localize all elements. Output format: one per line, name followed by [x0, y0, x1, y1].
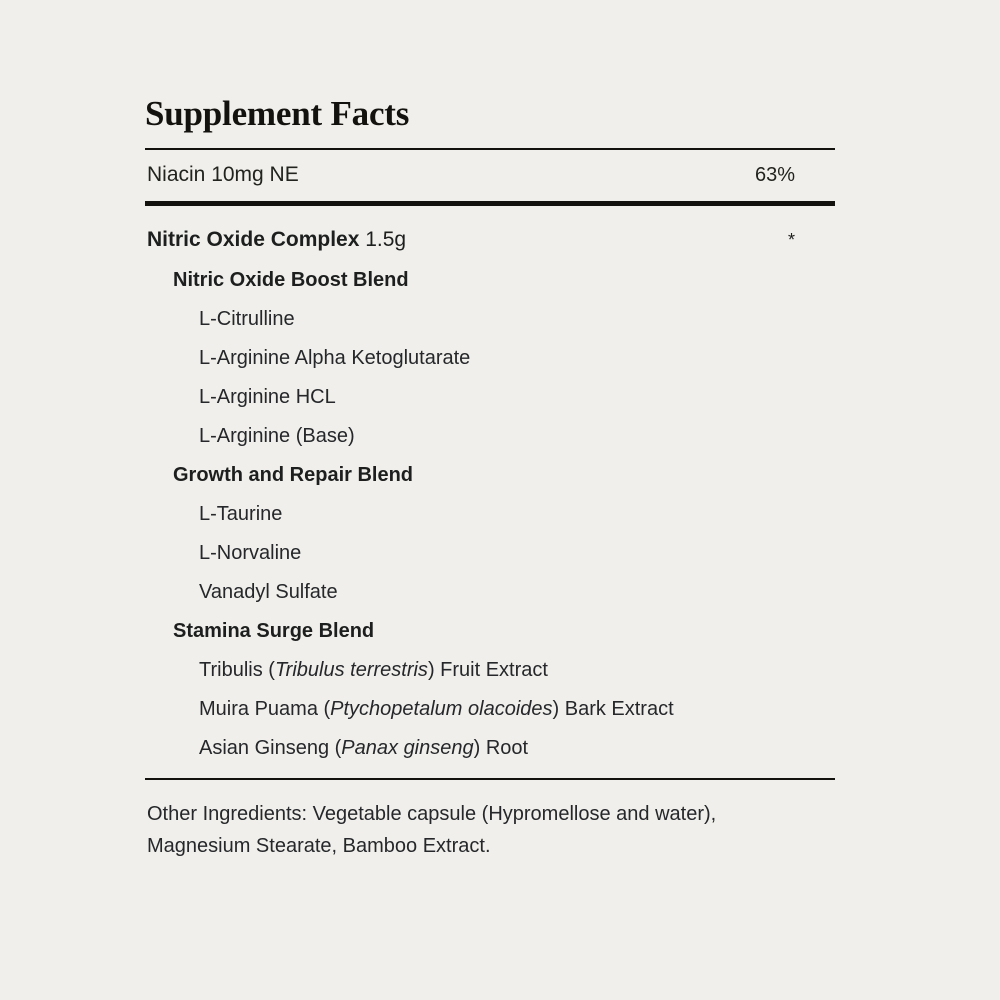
ingredient-latin-name: Panax ginseng	[341, 736, 474, 759]
ingredient-text: L-Arginine HCL	[199, 385, 336, 408]
ingredient-text-suffix: ) Root	[473, 736, 529, 759]
ingredient-latin-name: Tribulus terrestris	[274, 658, 428, 681]
complex-footnote-mark: *	[787, 229, 795, 250]
list-item	[199, 737, 835, 760]
complex-name: Nitric Oxide Complex	[147, 227, 360, 251]
list-item	[199, 659, 835, 682]
blend-heading: Nitric Oxide Boost Blend	[173, 268, 409, 291]
ingredient-text: L-Taurine	[199, 502, 283, 525]
list-item	[199, 308, 835, 331]
blend-heading: Stamina Surge Blend	[173, 619, 375, 642]
ingredient-list	[145, 206, 835, 778]
supplement-facts-panel	[145, 95, 835, 862]
ingredient-text-suffix: ) Fruit Extract	[427, 658, 548, 681]
ingredient-text: Asian Ginseng (	[199, 736, 342, 759]
ingredient-text: L-Arginine Alpha Ketoglutarate	[199, 346, 471, 369]
niacin-daily-value: 63%	[754, 163, 795, 186]
ingredient-text: Tribulis (	[199, 658, 275, 681]
blend-heading: Growth and Repair Blend	[173, 463, 414, 486]
ingredient-text: Muira Puama (	[199, 697, 331, 720]
ingredient-latin-name: Ptychopetalum olacoides	[330, 697, 553, 720]
nutrient-row-niacin	[145, 150, 835, 201]
complex-row	[147, 228, 835, 253]
ingredient-text: L-Norvaline	[199, 541, 302, 564]
list-item	[199, 425, 835, 448]
list-item	[199, 698, 835, 721]
niacin-label: Niacin 10mg NE	[147, 162, 299, 186]
complex-amount: 1.5g	[365, 227, 407, 251]
ingredient-text: L-Citrulline	[199, 307, 295, 330]
ingredient-text: L-Arginine (Base)	[199, 424, 355, 447]
other-ingredients: Other Ingredients: Vegetable capsule (Hypromellose and water), Magnesium Stearate, Bamboo Extract.	[147, 802, 717, 857]
list-item	[199, 503, 835, 526]
list-item	[199, 347, 835, 370]
complex-name-amount	[147, 228, 406, 252]
list-item	[199, 386, 835, 409]
list-item	[199, 542, 835, 565]
ingredient-text-suffix: ) Bark Extract	[552, 697, 674, 720]
list-item	[199, 581, 835, 604]
ingredient-text: Vanadyl Sulfate	[199, 580, 338, 603]
page-title: Supplement Facts	[145, 94, 410, 133]
